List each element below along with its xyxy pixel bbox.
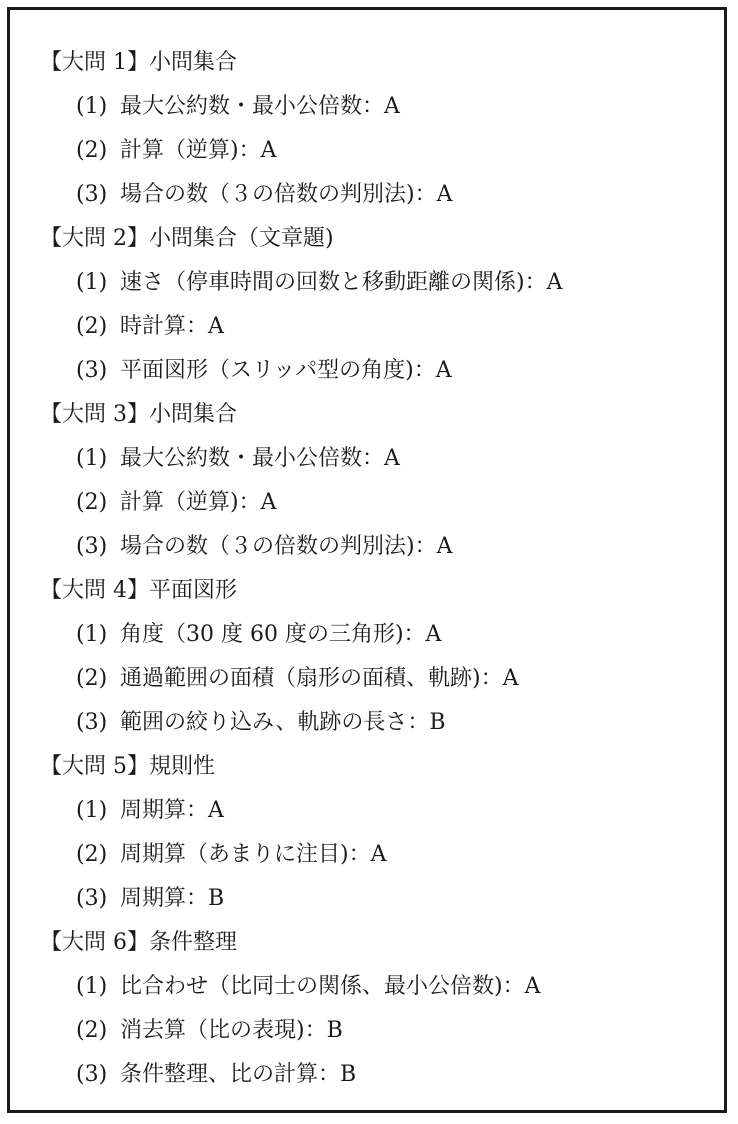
item-number: (1) (76, 94, 108, 119)
item-number: (3) (76, 1062, 108, 1087)
item-number: (1) (76, 446, 108, 471)
section-4 (40, 569, 714, 745)
list-item (40, 701, 714, 745)
list-item (40, 613, 714, 657)
list-item (40, 85, 714, 129)
list-item (40, 789, 714, 833)
list-item (40, 965, 714, 1009)
item-text: 速さ（停車時間の回数と移動距離の関係)：A (120, 270, 563, 295)
item-text: 平面図形（スリッパ型の角度)：A (120, 358, 452, 383)
item-number: (2) (76, 314, 108, 339)
section-1 (40, 41, 714, 217)
list-item (40, 173, 714, 217)
item-text: 消去算（比の表現)：B (120, 1018, 343, 1043)
list-item (40, 1053, 714, 1097)
list-item (40, 305, 714, 349)
item-number: (1) (76, 974, 108, 999)
item-number: (3) (76, 886, 108, 911)
item-number: (2) (76, 490, 108, 515)
item-text: 周期算：B (120, 886, 225, 911)
item-number: (3) (76, 358, 108, 383)
section-5 (40, 745, 714, 921)
item-text: 場合の数（３の倍数の判別法)：A (120, 182, 453, 207)
item-number: (3) (76, 182, 108, 207)
item-number: (1) (76, 270, 108, 295)
question-list (40, 41, 714, 1097)
item-text: 時計算：A (120, 314, 224, 339)
item-text: 計算（逆算)：A (120, 490, 277, 515)
list-item (40, 1009, 714, 1053)
list-item (40, 349, 714, 393)
item-number: (2) (76, 138, 108, 163)
list-item (40, 261, 714, 305)
list-item (40, 833, 714, 877)
list-item (40, 525, 714, 569)
item-text: 最大公約数・最小公倍数：A (120, 94, 400, 119)
item-text: 通過範囲の面積（扇形の面積、軌跡)：A (120, 666, 519, 691)
section-2 (40, 217, 714, 393)
item-number: (2) (76, 842, 108, 867)
item-number: (2) (76, 1018, 108, 1043)
item-number: (1) (76, 798, 108, 823)
section-6 (40, 921, 714, 1097)
item-text: 計算（逆算)：A (120, 138, 277, 163)
section-title: 【大問 2】小問集合（文章題) (40, 226, 334, 251)
item-text: 条件整理、比の計算：B (120, 1062, 357, 1087)
section-title: 【大問 4】平面図形 (40, 578, 237, 603)
section-title: 【大問 6】条件整理 (40, 930, 237, 955)
item-number: (1) (76, 622, 108, 647)
item-number: (3) (76, 710, 108, 735)
list-item (40, 481, 714, 525)
item-number: (2) (76, 666, 108, 691)
section-title: 【大問 1】小問集合 (40, 50, 237, 75)
item-text: 周期算：A (120, 798, 224, 823)
section-title: 【大問 5】規則性 (40, 754, 215, 779)
document-frame (7, 7, 727, 1113)
item-text: 最大公約数・最小公倍数：A (120, 446, 400, 471)
list-item (40, 437, 714, 481)
section-3 (40, 393, 714, 569)
list-item (40, 877, 714, 921)
item-text: 場合の数（３の倍数の判別法)：A (120, 534, 453, 559)
item-text: 角度（30 度 60 度の三角形)：A (120, 622, 442, 647)
list-item (40, 657, 714, 701)
item-text: 比合わせ（比同士の関係、最小公倍数)：A (120, 974, 541, 999)
item-text: 範囲の絞り込み、軌跡の長さ：B (120, 710, 446, 735)
list-item (40, 129, 714, 173)
item-number: (3) (76, 534, 108, 559)
item-text: 周期算（あまりに注目)：A (120, 842, 387, 867)
section-title: 【大問 3】小問集合 (40, 402, 237, 427)
